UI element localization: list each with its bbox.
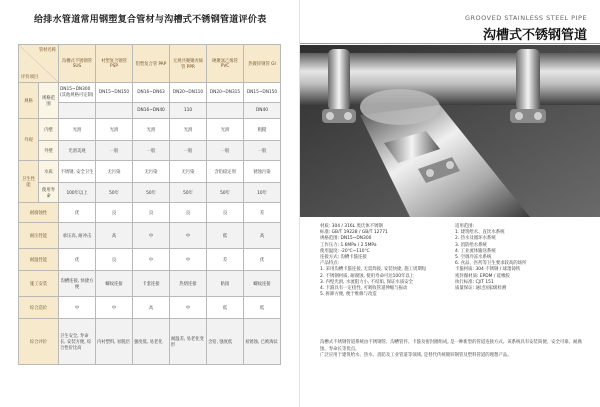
description-line: 沟槽式不锈钢管道系统由不锈钢管、沟槽管件、卡箍及密封圈组成, 是一种新型的管道连接方式。该系统具有安装简便、安全可靠、耐腐蚀、寿命长等优点, [320, 340, 582, 352]
table-cell: 50年 [133, 183, 170, 203]
table-title: 给排水管道常用钢塑复合管材与沟槽式不锈钢管道评价表 [34, 15, 267, 25]
table-cell: 110 [170, 103, 207, 119]
table-row [19, 141, 281, 161]
table-cell: 50年 [96, 183, 133, 203]
table-cell: 不锈钢, 安全卫生 [59, 161, 96, 183]
table-cell [207, 103, 244, 119]
table-cell: 差 [207, 249, 244, 271]
table-cell: 50年 [207, 183, 244, 203]
row-subcategory: 使用寿命 [39, 183, 59, 203]
table-cell: 无污染 [170, 161, 207, 183]
table-cell: 卡套连接 [133, 271, 170, 297]
row-subcategory: 规格范围 [39, 83, 59, 119]
table-cell: 良 [170, 203, 207, 223]
row-subcategory: 外壁 [39, 141, 59, 161]
spec-line: 密封圈材质: EPDM / 硅橡胶 [455, 273, 510, 279]
table-cell: 强度低, 易老化 [133, 319, 170, 365]
table-row [19, 161, 281, 183]
table-cell: 含铅, 强度低 [207, 319, 244, 365]
table-cell: 低 [207, 223, 244, 249]
row-category: 施工安装 [19, 271, 59, 297]
spec-line: 适用范围: [455, 224, 475, 229]
english-subtitle: GROOVED STAINLESS STEEL PIPE [464, 14, 587, 22]
table-cell: 低 [244, 297, 281, 319]
spec-line: 1. 建筑给水、直饮水系统 [455, 230, 505, 236]
pipe-photo [300, 45, 600, 217]
title-rule [300, 43, 600, 44]
spec-line: 5. 拆卸方便, 便于维修与改造 [320, 292, 377, 298]
row-category: 综合评价 [19, 319, 59, 365]
table-cell: DN15~DN150 [244, 83, 281, 103]
table-row [19, 203, 281, 223]
spec-column-left [320, 224, 448, 298]
pipe-illustration [300, 45, 600, 217]
row-category: 耐腐蚀性 [19, 203, 59, 223]
table-cell: 沟槽连接, 快捷方便 [59, 271, 96, 297]
spec-line: 3. 内壁光滑, 水流阻力小, 不结垢, 保证水质安全 [320, 279, 413, 285]
table-cell: DN16~DN40 [133, 103, 170, 119]
table-cell: 承压高, 耐冲击 [59, 223, 96, 249]
table-cell: 100年以上 [59, 183, 96, 203]
table-cell: 光滑 [96, 119, 133, 141]
table-cell: 中 [170, 297, 207, 319]
spec-line: 执行标准: CJ/T 151 [455, 279, 494, 285]
spec-line: 6. 食品、医药等卫生要求较高的场所 [455, 261, 527, 267]
table-cell: 差 [244, 203, 281, 223]
table-row [19, 249, 281, 271]
table-cell: 中 [59, 297, 96, 319]
row-category: 耐压性能 [19, 223, 59, 249]
description-line: 广泛应用于建筑给水、热水、消防及工业管道等领域, 是替代传统镀锌钢管及塑料管道的理想产品。 [320, 353, 512, 358]
table-row [19, 83, 281, 103]
table-cell: 热熔连接 [170, 271, 207, 297]
table-cell: 高 [133, 297, 170, 319]
table-row [19, 271, 281, 297]
spec-line: 卡箍材质: 304 不锈钢 / 球墨铸铁 [455, 267, 521, 273]
table-cell: 优 [59, 203, 96, 223]
row-category: 规格 [19, 83, 39, 119]
table-cell: 锈蚀污染 [244, 161, 281, 183]
table-cell: 粘接 [207, 271, 244, 297]
table-cell: 粗糙 [244, 119, 281, 141]
row-category: 外观 [19, 119, 39, 161]
spec-line: 工作压力: 1.6MPa / 2.5MPa [320, 242, 377, 248]
table-row [19, 103, 281, 119]
column-header: 热镀锌钢管 GI [244, 45, 281, 83]
comparison-table [18, 44, 281, 365]
corner-top-label: 管材名称 [38, 48, 56, 53]
table-cell: 光滑 [170, 119, 207, 141]
spec-line: 4. 工业流体输送系统 [455, 248, 496, 254]
table-cell [96, 103, 133, 119]
table-cell: 中 [170, 249, 207, 271]
table-row [19, 183, 281, 203]
table-cell: 优 [244, 249, 281, 271]
table-cell: 良 [96, 249, 133, 271]
spec-line: 2. 热水及循环水系统 [455, 236, 496, 242]
table-cell: DN16~DN63 [133, 83, 170, 103]
table-cell: 优 [59, 249, 96, 271]
table-cell: 光滑 [59, 119, 96, 141]
table-cell: 内衬塑料, 易脱层 [96, 319, 133, 365]
spec-line: 4. 卡箍具有一定挠性, 可吸收管道伸缩与振动 [320, 286, 408, 292]
table-cell: 一般 [207, 141, 244, 161]
table-cell: 易锈蚀, 已被淘汰 [244, 319, 281, 365]
spec-line: 材质: 304 / 316L 奥氏体不锈钢 [320, 224, 383, 229]
table-cell: DN20~DN110 [170, 83, 207, 103]
column-header: 硬聚氯乙烯管 PVC [207, 45, 244, 83]
table-cell: 高 [244, 223, 281, 249]
spec-line: 质量保证: 通过国家级检测 [455, 286, 507, 292]
table-cell: DN15~DN300 (其他规格可定制) [59, 83, 96, 103]
table-cell: 光滑 [207, 119, 244, 141]
table-cell: 中 [133, 249, 170, 271]
table-row [19, 297, 281, 319]
column-header: 无规共聚聚丙烯管 PPR [170, 45, 207, 83]
row-category: 综合造价 [19, 297, 59, 319]
row-subcategory: 内壁 [39, 119, 59, 141]
table-cell: 中 [133, 223, 170, 249]
column-header: 衬塑复合钢管 PSP [96, 45, 133, 83]
table-cell: 含铅稳定剂 [207, 161, 244, 183]
spec-line: 2. 不锈钢材质, 耐腐蚀, 使用寿命可达100年以上 [320, 273, 415, 279]
table-cell: 耐温差, 易老化变形 [170, 319, 207, 365]
table-cell: 50年 [170, 183, 207, 203]
table-cell: 一般 [133, 141, 170, 161]
column-header: 铝塑复合管 PAP [133, 45, 170, 83]
table-cell: 良 [207, 203, 244, 223]
table-corner-header [19, 45, 59, 83]
row-category: 卫生性能 [19, 161, 39, 203]
spec-line: 3. 消防给水系统 [455, 242, 487, 248]
table-row [19, 319, 281, 365]
spec-line: 连接方式: 沟槽卡箍连接 [320, 255, 367, 261]
table-cell: 螺纹连接 [96, 271, 133, 297]
table-cell: 良 [133, 203, 170, 223]
table-cell: 良 [96, 203, 133, 223]
table-cell: 螺纹连接 [244, 271, 281, 297]
table-cell: 10年 [244, 183, 281, 203]
table-cell: 光滑美观 [59, 141, 96, 161]
table-cell: DN20~DN315 [207, 83, 244, 103]
table-cell: 中 [96, 297, 133, 319]
row-category: 耐温性能 [19, 249, 59, 271]
table-row [19, 119, 281, 141]
table-cell: 无污染 [133, 161, 170, 183]
table-cell: 一般 [170, 141, 207, 161]
page-title: 沟槽式不锈钢管道 [482, 28, 587, 43]
table-cell: 光滑 [133, 119, 170, 141]
table-cell: 低 [207, 297, 244, 319]
table-cell: DN40 [244, 103, 281, 119]
table-cell: 无污染 [96, 161, 133, 183]
table-cell [59, 103, 96, 119]
description-paragraph [320, 340, 582, 360]
spec-line: 1. 采用沟槽卡箍连接, 无需焊接, 安装快捷, 施工周期短 [320, 267, 427, 273]
spec-line: 使用温度: -20℃~110℃ [320, 248, 370, 254]
spec-line: 规格范围: DN15~DN300 [320, 236, 372, 242]
table-cell: DN15~DN150 [96, 83, 133, 103]
spec-line: 产品特点: [320, 261, 340, 267]
table-row [19, 223, 281, 249]
table-cell: 中 [170, 223, 207, 249]
column-header: 沟槽式不锈钢管 SUS [59, 45, 96, 83]
spec-column-right [455, 224, 583, 292]
row-subcategory: 水质 [39, 161, 59, 183]
spec-line: 标准: GB/T 19228 / GB/T 12771 [320, 230, 388, 236]
table-cell: 高 [96, 223, 133, 249]
table-cell: 卫生安全, 寿命长, 安装方便, 综合性价比高 [59, 319, 96, 365]
spec-line: 5. 空调冷冻水系统 [455, 255, 492, 261]
table-cell: 一般 [244, 141, 281, 161]
corner-bottom-label: 评价项目 [21, 75, 39, 80]
table-cell: 一般 [96, 141, 133, 161]
